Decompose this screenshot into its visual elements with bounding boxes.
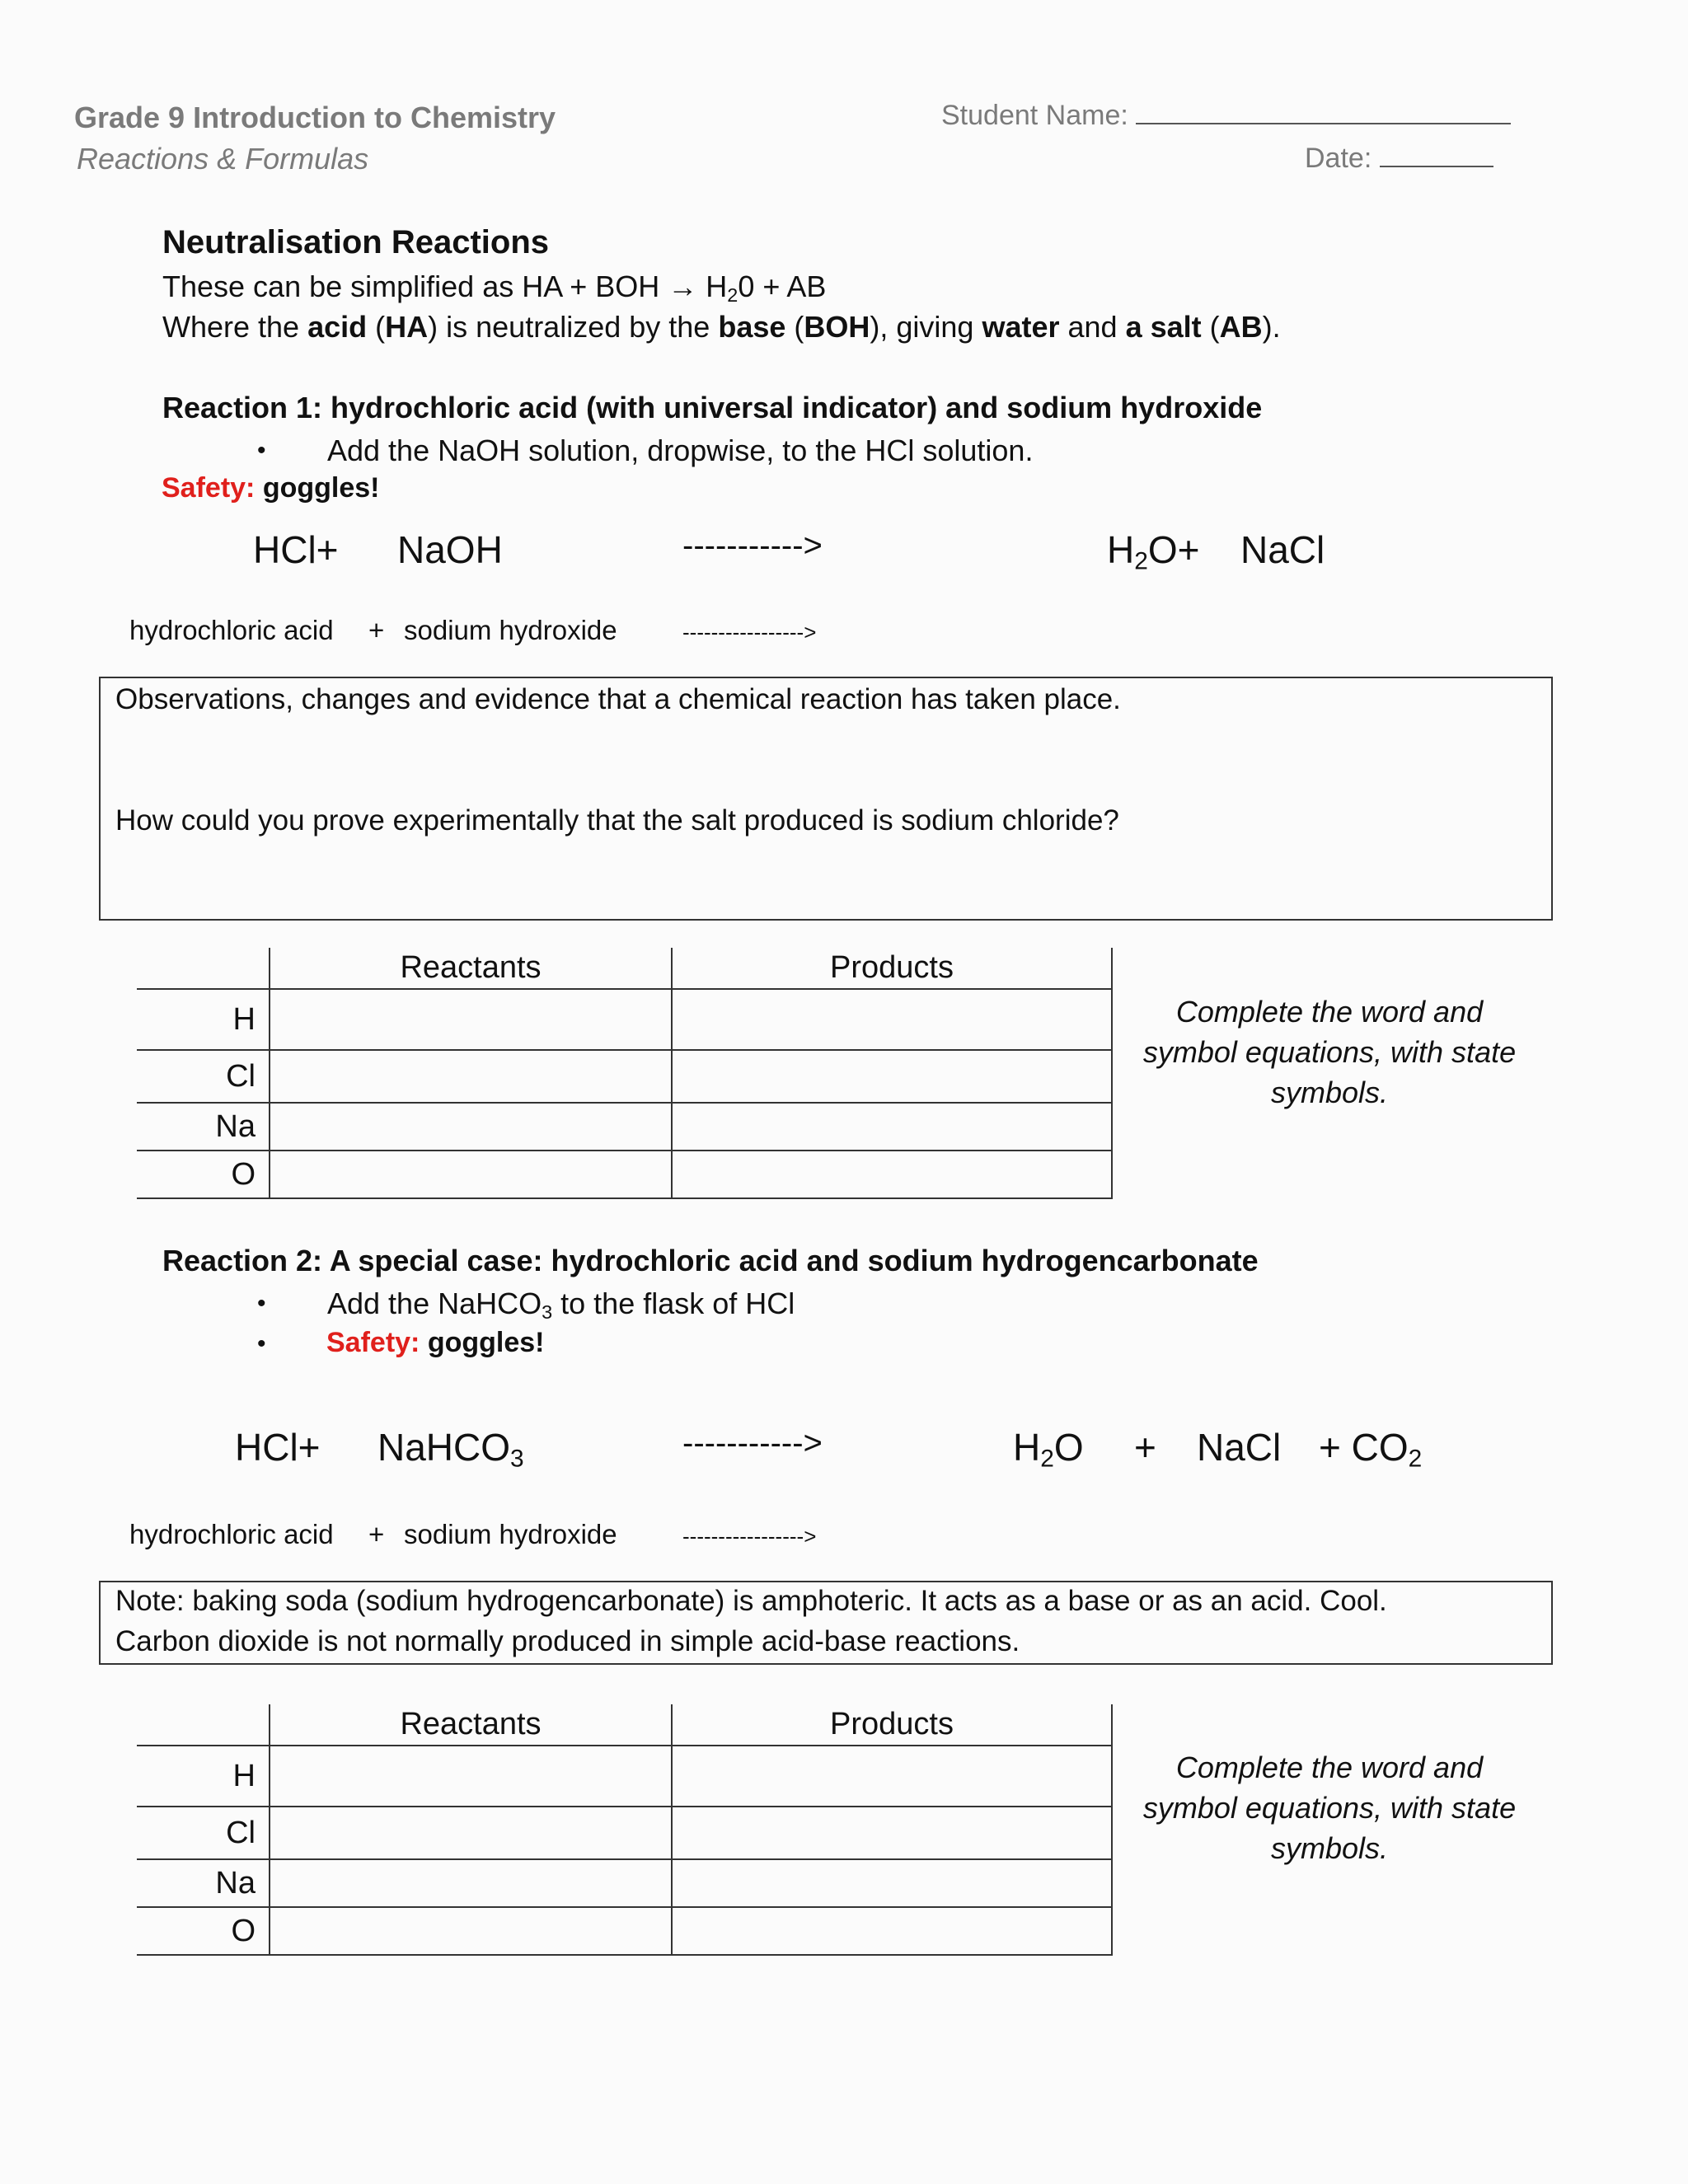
r2-row-label-na: Na	[215, 1865, 256, 1900]
reaction2-safety: Safety: goggles!	[326, 1327, 545, 1358]
date-line[interactable]	[1380, 166, 1493, 167]
r1-cell-na-reactants[interactable]	[270, 1103, 672, 1151]
r2-row-label-h: H	[232, 1758, 256, 1793]
r2-row-label-cl: Cl	[226, 1815, 256, 1850]
course-title: Grade 9 Introduction to Chemistry	[74, 101, 556, 134]
r2-products-header: Products	[672, 1704, 1112, 1746]
r2-product-nacl: NaCl	[1197, 1426, 1282, 1469]
r2-cell-na-products[interactable]	[672, 1859, 1112, 1907]
r2-word-plus: +	[368, 1519, 385, 1549]
r2-cell-o-products[interactable]	[672, 1907, 1112, 1955]
r1-arrow: ----------->	[682, 527, 823, 564]
r2-cell-h-reactants[interactable]	[270, 1746, 672, 1807]
date-label: Date:	[1305, 143, 1372, 174]
student-name-line[interactable]	[1136, 123, 1511, 124]
bullet-icon: •	[257, 1330, 266, 1357]
bullet-icon: •	[257, 437, 266, 464]
proof-prompt: How could you prove experimentally that the salt produced is sodium chloride?	[115, 804, 1119, 837]
student-name-field[interactable]	[941, 100, 1511, 132]
r1-product-nacl: NaCl	[1240, 528, 1325, 571]
r1-word-arrow: ----------------->	[682, 620, 817, 644]
r1-cell-cl-products[interactable]	[672, 1050, 1112, 1103]
r2-arrow: ----------->	[682, 1425, 823, 1461]
definition-text: Where the acid (HA) is neutralized by the base (BOH), giving water and a salt (AB).	[162, 310, 1281, 344]
date-field[interactable]	[1305, 143, 1493, 175]
r1-reactant-naoh: NaOH	[397, 528, 503, 571]
r2-cell-cl-reactants[interactable]	[270, 1807, 672, 1859]
general-equation: These can be simplified as HA + BOH → $H_20$ + AB	[162, 269, 827, 306]
r2-reactant-nahco3: NaHCO$_3$	[377, 1426, 524, 1473]
r1-cell-h-products[interactable]	[672, 989, 1112, 1050]
r1-cell-na-products[interactable]	[672, 1103, 1112, 1151]
r1-cell-cl-reactants[interactable]	[270, 1050, 672, 1103]
r1-atom-table	[137, 948, 1113, 1199]
note-box	[99, 1581, 1553, 1665]
observations-prompt: Observations, changes and evidence that a chemical reaction has taken place.	[115, 683, 1121, 715]
r1-reactants-header: Reactants	[270, 948, 672, 989]
r2-product-water: $H_2O$	[1013, 1426, 1084, 1473]
r1-cell-h-reactants[interactable]	[270, 989, 672, 1050]
r2-word-reactant1: hydrochloric acid	[129, 1519, 334, 1549]
r1-product-water: $H_2O+$	[1107, 528, 1200, 575]
r2-cell-cl-products[interactable]	[672, 1807, 1112, 1859]
reaction2-heading: Reaction 2: A special case: hydrochloric acid and sodium hydrogencarbonate	[162, 1244, 1259, 1277]
r2-atom-table	[137, 1704, 1113, 1956]
r1-products-header: Products	[672, 948, 1112, 989]
r2-reactant-hcl: HCl+	[235, 1426, 321, 1469]
note-line-1: Note: baking soda (sodium hydrogencarbonate) is amphoteric. It acts as a base or as an acid. Cool.	[115, 1585, 1387, 1617]
r1-instruction-hint: Complete the word and symbol equations, with state symbols.	[1142, 995, 1517, 1109]
r1-reactant-hcl: HCl+	[253, 528, 339, 571]
r1-word-reactant2: sodium hydroxide	[404, 615, 617, 645]
r1-row-label-na: Na	[215, 1108, 256, 1144]
r2-cell-na-reactants[interactable]	[270, 1859, 672, 1907]
r1-cell-o-products[interactable]	[672, 1151, 1112, 1198]
arrow-icon: →	[668, 269, 698, 303]
r1-word-plus: +	[368, 615, 385, 645]
page-title: Neutralisation Reactions	[162, 224, 550, 260]
r2-row-label-o: O	[231, 1913, 256, 1948]
r2-word-arrow: ----------------->	[682, 1524, 817, 1549]
r2-cell-h-products[interactable]	[672, 1746, 1112, 1807]
bullet-icon: •	[257, 1290, 266, 1317]
r2-word-reactant2: sodium hydroxide	[404, 1519, 617, 1549]
student-name-label: Student Name:	[941, 100, 1128, 131]
r2-reactants-header: Reactants	[270, 1704, 672, 1746]
r1-row-label-h: H	[232, 1001, 256, 1037]
unit-title: Reactions & Formulas	[77, 142, 369, 176]
r1-cell-o-reactants[interactable]	[270, 1151, 672, 1198]
r2-cell-o-reactants[interactable]	[270, 1907, 672, 1955]
r1-row-label-cl: Cl	[226, 1058, 256, 1094]
r1-row-label-o: O	[231, 1156, 256, 1192]
r2-plus: +	[1134, 1426, 1156, 1469]
reaction1-heading: Reaction 1: hydrochloric acid (with universal indicator) and sodium hydroxide	[162, 391, 1263, 424]
r2-instruction-hint: Complete the word and symbol equations, with state symbols.	[1142, 1750, 1517, 1865]
observations-box[interactable]	[99, 677, 1553, 921]
r1-word-reactant1: hydrochloric acid	[129, 615, 334, 645]
reaction1-instruction: Add the NaOH solution, dropwise, to the HCl solution.	[327, 434, 1034, 467]
reaction1-safety: Safety: goggles!	[162, 472, 380, 504]
r2-product-co2: + $CO_2$	[1319, 1426, 1423, 1473]
note-line-2: Carbon dioxide is not normally produced in simple acid-base reactions.	[115, 1625, 1020, 1657]
reaction2-instruction: Add the NaHCO$_3$ to the flask of HCl	[327, 1286, 795, 1323]
